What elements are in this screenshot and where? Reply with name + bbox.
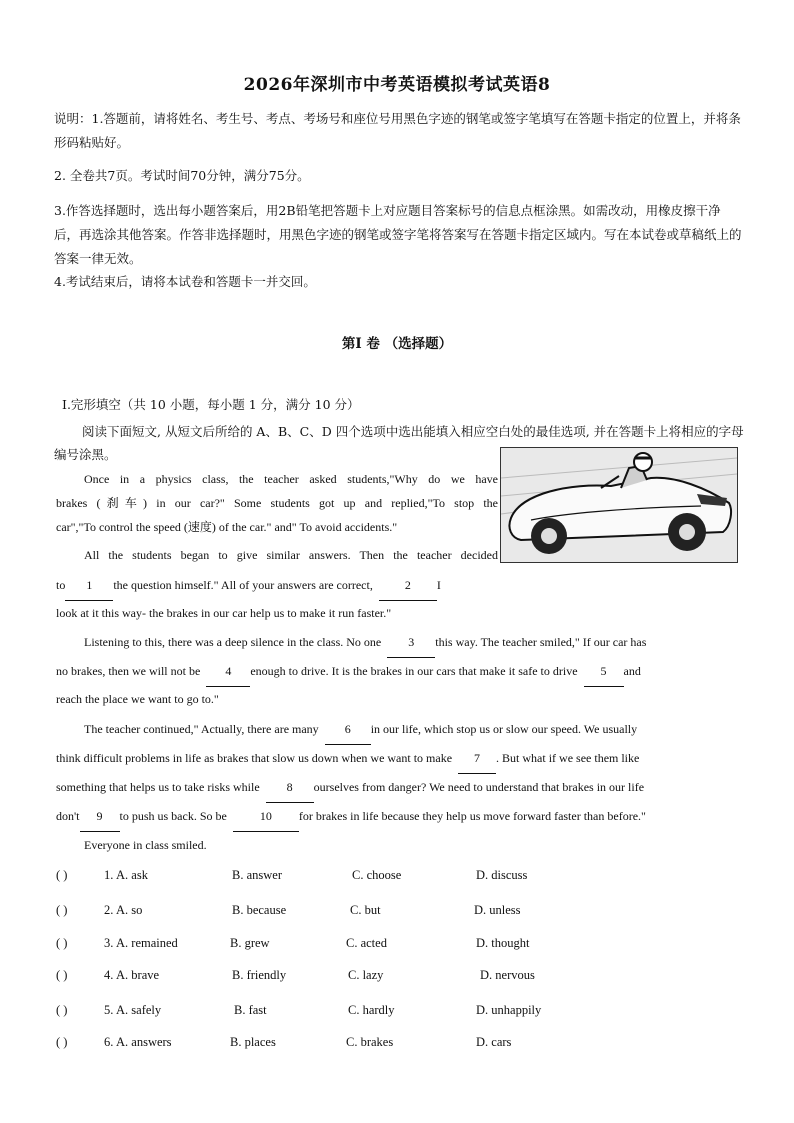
option-b: B. places bbox=[230, 1035, 276, 1049]
answer-bracket[interactable]: ( ) bbox=[56, 903, 68, 917]
option-c: C. but bbox=[350, 903, 381, 917]
answer-bracket[interactable]: ( ) bbox=[56, 936, 68, 950]
blank-4: 4 bbox=[206, 657, 250, 687]
blank-3: 3 bbox=[387, 628, 435, 658]
answer-bracket[interactable]: ( ) bbox=[56, 1003, 68, 1017]
option-a: A. remained bbox=[116, 936, 178, 950]
text-segment: ourselves from danger? We need to understand that brakes in our life bbox=[313, 780, 645, 794]
question-number: 1. bbox=[104, 868, 114, 882]
option-d: D. cars bbox=[476, 1035, 512, 1049]
passage-line-12 bbox=[56, 773, 644, 803]
question-number: 6. bbox=[104, 1035, 114, 1049]
passage-line-11 bbox=[56, 744, 639, 774]
question-number: 3. bbox=[104, 936, 114, 950]
text-segment: . But what if we see them like bbox=[496, 751, 640, 765]
text-segment: The teacher continued," Actually, there are many bbox=[84, 722, 319, 736]
passage-line-14: Everyone in class smiled. bbox=[84, 838, 207, 852]
option-a: A. answers bbox=[116, 1035, 172, 1049]
answer-bracket[interactable]: ( ) bbox=[56, 968, 68, 982]
answer-bracket[interactable]: ( ) bbox=[56, 1035, 68, 1049]
section-title: 第Ⅰ 卷 （选择题） bbox=[341, 336, 453, 352]
option-b: B. because bbox=[232, 903, 287, 917]
option-d: D. discuss bbox=[476, 868, 528, 882]
text-segment: don't bbox=[56, 809, 80, 823]
text-segment: I bbox=[436, 578, 441, 592]
text-segment: in our life, which stop us or slow our speed. We usually bbox=[370, 722, 638, 736]
passage-line-3: car","To control the speed (速度) of the car." and" To avoid accidents." bbox=[56, 520, 398, 534]
option-a: A. ask bbox=[116, 868, 148, 882]
blank-10: 10 bbox=[233, 802, 299, 832]
option-b: B. friendly bbox=[232, 968, 287, 982]
text-segment: no brakes, then we will not be bbox=[56, 664, 201, 678]
option-a: A. so bbox=[116, 903, 143, 917]
note-3: 3.作答选择题时，选出每小题答案后，用2B铅笔把答题卡上对应题目答案标号的信息点框涂黑。如需改动，用橡皮擦干净后，再选涂其他答案。作答非选择题时，用黑色字迹的钢笔或签字笔将答案写在答题卡指定区域内。写在本试卷或草稿纸上的答案一律无效。 bbox=[54, 203, 742, 266]
passage-line-2: brakes (刹车) in our car?" Some students got up and replied,"To stop the bbox=[56, 496, 498, 510]
text-segment: Listening to this, there was a deep silence in the class. No one bbox=[84, 635, 382, 649]
text-segment: enough to drive. It is the brakes in our cars that make it safe to drive bbox=[250, 664, 578, 678]
note-2: 2. 全卷共7页。考试时间70分钟，满分75分。 bbox=[54, 168, 310, 183]
text-segment: and bbox=[623, 664, 641, 678]
text-segment: this way. The teacher smiled," If our car has bbox=[435, 635, 647, 649]
option-d: D. nervous bbox=[480, 968, 535, 982]
passage-line-6: look at it this way- the brakes in our car help us to make it run faster." bbox=[56, 606, 392, 620]
text-segment: the question himself." All of your answers are correct, bbox=[113, 578, 373, 592]
blank-2: 2 bbox=[379, 571, 437, 601]
passage-line-7 bbox=[84, 628, 646, 658]
passage-line-13 bbox=[56, 802, 646, 832]
option-d: D. unless bbox=[474, 903, 521, 917]
part-heading: Ⅰ.完形填空（共 10 小题，每小题 1 分，满分 10 分） bbox=[62, 397, 360, 412]
option-b: B. grew bbox=[230, 936, 270, 950]
passage-line-8 bbox=[56, 657, 641, 687]
blank-1: 1 bbox=[65, 571, 113, 601]
text-segment: to push us back. So be bbox=[119, 809, 227, 823]
passage-line-5 bbox=[56, 571, 498, 601]
answer-bracket[interactable]: ( ) bbox=[56, 868, 68, 882]
page-title: 2026年深圳市中考英语模拟考试英语8 bbox=[243, 75, 551, 95]
blank-6: 6 bbox=[325, 715, 371, 745]
blank-7: 7 bbox=[458, 744, 496, 774]
option-d: D. thought bbox=[476, 936, 530, 950]
option-b: B. answer bbox=[232, 868, 282, 882]
passage-line-10 bbox=[84, 715, 637, 745]
option-a: A. brave bbox=[116, 968, 160, 982]
note-1: 说明：1.答题前，请将姓名、考生号、考点、考场号和座位号用黑色字迹的钢笔或签字笔填写在答题卡指定的位置上，并将条形码粘贴好。 bbox=[54, 111, 741, 150]
question-number: 2. bbox=[104, 903, 114, 917]
note-4: 4.考试结束后，请将本试卷和答题卡一并交回。 bbox=[54, 274, 316, 289]
text-segment: for brakes in life because they help us move forward faster than before." bbox=[298, 809, 646, 823]
question-number: 4. bbox=[104, 968, 114, 982]
text-segment: something that helps us to take risks while bbox=[56, 780, 260, 794]
option-c: C. choose bbox=[352, 868, 402, 882]
instructions: 阅读下面短文, 从短文后所给的 A、B、C、D 四个选项中选出能填入相应空白处的最佳选项, 并在答题卡上将相应的字母编号涂黑。 bbox=[54, 424, 744, 462]
option-d: D. unhappily bbox=[476, 1003, 542, 1017]
option-c: C. lazy bbox=[348, 968, 384, 982]
option-c: C. hardly bbox=[348, 1003, 395, 1017]
blank-8: 8 bbox=[266, 773, 314, 803]
option-a: A. safely bbox=[116, 1003, 162, 1017]
option-c: C. brakes bbox=[346, 1035, 394, 1049]
text-segment: think difficult problems in life as brakes that slow us down when we want to make bbox=[56, 751, 453, 765]
passage-line-9: reach the place we want to go to." bbox=[56, 692, 219, 706]
blank-5: 5 bbox=[584, 657, 624, 687]
blank-9: 9 bbox=[80, 802, 120, 832]
car-illustration bbox=[500, 447, 738, 563]
option-b: B. fast bbox=[234, 1003, 267, 1017]
question-number: 5. bbox=[104, 1003, 114, 1017]
option-c: C. acted bbox=[346, 936, 387, 950]
text-segment: to bbox=[56, 578, 66, 592]
passage-line-4: All the students began to give similar answers. Then the teacher decided bbox=[84, 548, 498, 562]
passage-line-1: Once in a physics class, the teacher asked students,"Why do we have bbox=[84, 472, 498, 486]
